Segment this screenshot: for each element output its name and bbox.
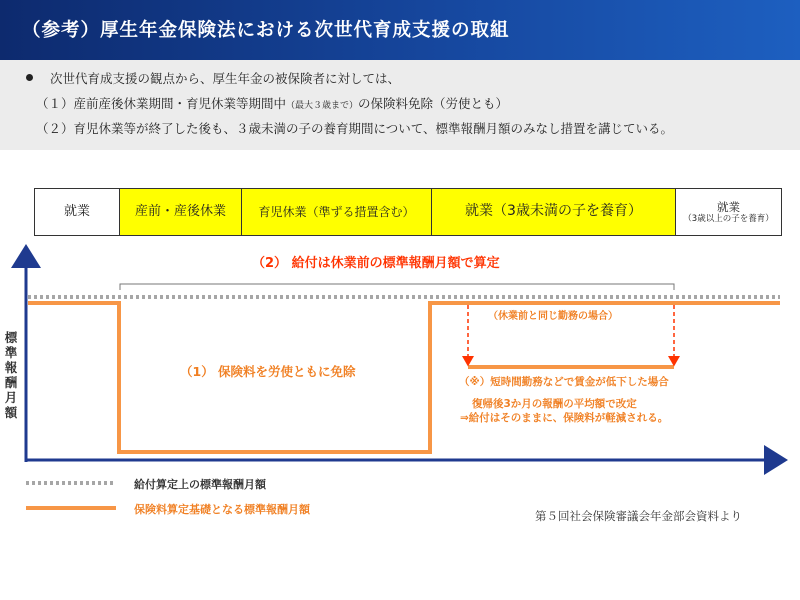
stage-label: 産前・産後休業 <box>134 203 226 219</box>
summary-line-3: （２）育児休業等が終了した後も、３歳未満の子の養育期間について、標準報酬月額のみなし措置を講じている。 <box>36 121 674 136</box>
stage-label: 就業（3歳未満の子を養育） <box>465 203 642 220</box>
note-revision-1: 復帰後3か月の報酬の平均額で改定 <box>472 398 637 410</box>
source-note: 第５回社会保険審議会年金部会資料より <box>535 509 742 523</box>
legend-dotted-label: 給付算定上の標準報酬月額 <box>134 478 266 491</box>
legend-solid-label: 保険料算定基礎となる標準報酬月額 <box>134 503 310 516</box>
note-premium-exemption: （1） 保険料を労使ともに免除 <box>180 364 356 379</box>
stage-sublabel: （3歳以上の子を養育） <box>683 213 774 224</box>
note-revision-2: ⇒給付はそのままに、保険料が軽減される。 <box>460 412 669 424</box>
bracket <box>120 284 674 290</box>
stage-label: 就業 <box>716 199 740 214</box>
note-same-work: （休業前と同じ勤務の場合） <box>488 311 618 322</box>
summary-line-2-main: （１）産前産後休業期間・育児休業等期間中 <box>36 96 287 111</box>
y-axis-label: 標準報酬月額 <box>4 330 18 420</box>
summary-line-1: 次世代育成支援の観点から、厚生年金の被保険者に対しては、 <box>50 71 401 86</box>
note-reduced-wage: （※）短時間勤務などで賃金が低下した場合 <box>459 376 669 388</box>
summary-line-2-note: （最大３歳まで） <box>286 101 359 111</box>
note-benefit-calculation: （2） 給付は休業前の標準報酬月額で算定 <box>252 256 500 271</box>
summary-line-2-end: の保険料免除（労使とも） <box>358 96 509 111</box>
stage-label: 就業 <box>63 203 90 219</box>
page-title: （参考）厚生年金保険法における次世代育成支援の取組 <box>22 20 510 41</box>
stage-label: 育児休業（準ずる措置含む） <box>258 204 415 219</box>
